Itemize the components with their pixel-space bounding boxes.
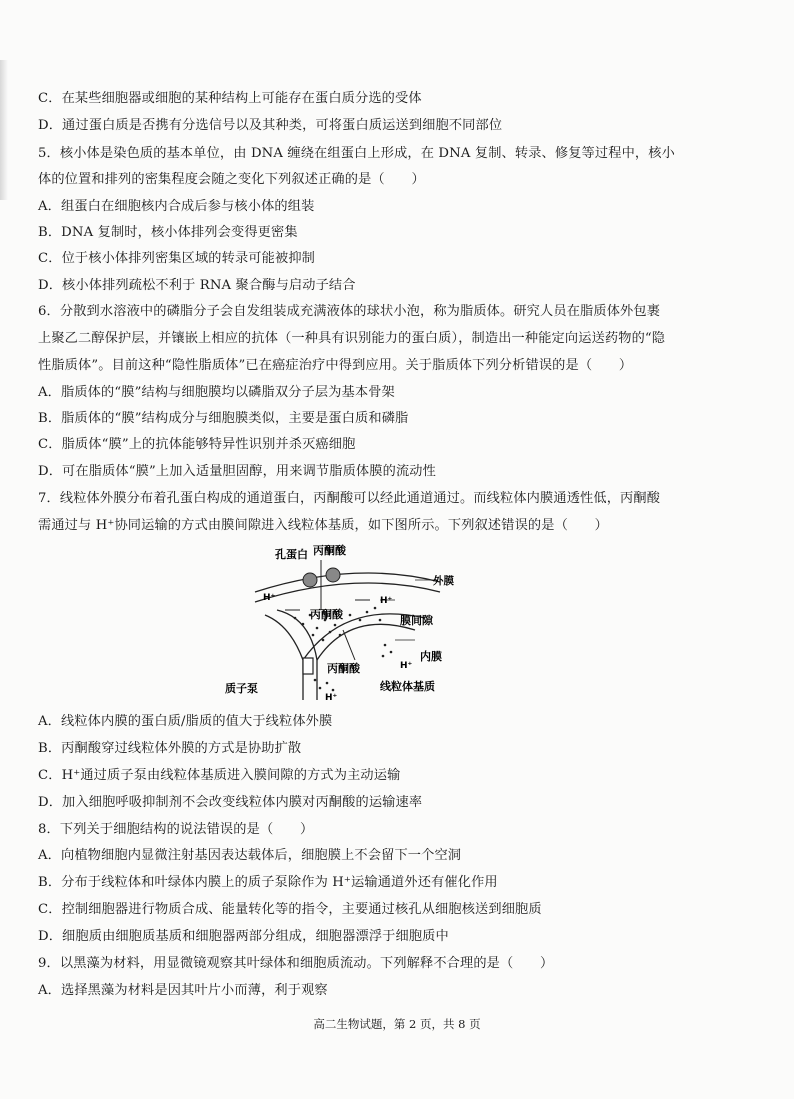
option-5c: C．位于核小体排列密集区域的转录可能被抑制	[38, 251, 315, 266]
option-7b: B．丙酮酸穿过线粒体外膜的方式是协助扩散	[38, 741, 302, 756]
option-8a: A．向植物细胞内显微注射基因表达载体后，细胞膜上不会留下一个空洞	[38, 848, 462, 863]
option-7c: C．H⁺通过质子泵由线粒体基质进入膜间隙的方式为主动运输	[38, 768, 401, 783]
option-6a: A．脂质体的“膜”结构与细胞膜均以磷脂双分子层为基本骨架	[38, 385, 395, 400]
option-7a: A．线粒体内膜的蛋白质/脂质的值大于线粒体外膜	[38, 714, 333, 729]
option-5d: D．核小体排列疏松不利于 RNA 聚合酶与启动子结合	[38, 278, 356, 293]
option-7d: D．加入细胞呼吸抑制剂不会改变线粒体内膜对丙酮酸的运输速率	[38, 795, 423, 810]
question-8-stem: 8．下列关于细胞结构的说法错误的是（ ）	[38, 822, 314, 837]
label-outer-membrane: 外膜	[433, 575, 454, 587]
option-8b: B．分布于线粒体和叶绿体内膜上的质子泵除作为 H⁺运输通道外还有催化作用	[38, 875, 498, 890]
option-9a: A．选择黑藻为材料是因其叶片小而薄，利于观察	[38, 983, 328, 998]
label-intermembrane: 膜间隙	[400, 614, 433, 627]
question-7-stem-2: 需通过与 H⁺协同运输的方式由膜间隙进入线粒体基质，如下图所示。下列叙述错误的是（ ）	[38, 518, 608, 533]
option-6d: D．可在脂质体“膜”上加入适量胆固醇，用来调节脂质体膜的流动性	[38, 464, 436, 479]
option-4c: C．在某些细胞器或细胞的某种结构上可能存在蛋白质分选的受体	[38, 91, 422, 106]
label-pyruvate-low: 丙酮酸	[327, 662, 360, 675]
label-porin: 孔蛋白	[275, 548, 308, 561]
question-5-stem-2: 体的位置和排列的密集程度会随之变化下列叙述正确的是（ ）	[38, 172, 425, 187]
label-pyruvate-mid: 丙酮酸	[310, 608, 343, 621]
label-proton-pump: 质子泵	[225, 682, 258, 695]
question-7-stem-1: 7．线粒体外膜分布着孔蛋白构成的通道蛋白，丙酮酸可以经此通道通过。而线粒体内膜通透性低，丙酮酸	[38, 491, 661, 506]
question-6-stem-3: 性脂质体”。目前这种“隐性脂质体”已在癌症治疗中得到应用。关于脂质体下列分析错误的是（ ）	[38, 358, 633, 373]
question-6-stem-2: 上聚乙二醇保护层，并镶嵌上相应的抗体（一种具有识别能力的蛋白质），制造出一种能定向运送药物的“隐	[38, 331, 666, 346]
label-h-left: H⁺	[263, 593, 276, 603]
option-8d: D．细胞质由细胞质基质和细胞器两部分组成，细胞器漂浮于细胞质中	[38, 929, 449, 944]
mitochondria-membrane-figure	[225, 540, 455, 703]
option-5b: B．DNA 复制时，核小体排列会变得更密集	[38, 225, 298, 240]
label-pyruvate-top: 丙酮酸	[313, 544, 346, 557]
label-h-right: H⁺	[380, 596, 393, 606]
label-h-low-right: H⁺	[400, 661, 413, 671]
label-inner-membrane: 内膜	[420, 650, 442, 663]
label-h-bottom: H⁺	[325, 693, 338, 703]
label-matrix: 线粒体基质	[380, 680, 435, 693]
question-9-stem: 9．以黑藻为材料，用显微镜观察其叶绿体和细胞质流动。下列解释不合理的是（ ）	[38, 956, 554, 971]
option-4d: D．通过蛋白质是否携有分选信号以及其种类，可将蛋白质运送到细胞不同部位	[38, 118, 503, 133]
porin-shape-left	[303, 573, 317, 587]
scan-shadow	[0, 60, 8, 200]
porin-shape-right	[326, 568, 340, 582]
question-6-stem-1: 6．分散到水溶液中的磷脂分子会自发组装成充满液体的球状小泡，称为脂质体。研究人员在脂质体外包裹	[38, 304, 661, 319]
option-6b: B．脂质体的“膜”结构成分与细胞膜类似，主要是蛋白质和磷脂	[38, 411, 409, 426]
question-5-stem-1: 5．核小体是染色质的基本单位，由 DNA 缠绕在组蛋白上形成，在 DNA 复制、转录、修复等过程中，核小	[38, 146, 675, 161]
option-8c: C．控制细胞器进行物质合成、能量转化等的指令，主要通过核孔从细胞核送到细胞质	[38, 902, 542, 917]
page-footer: 高二生物试题，第 2 页，共 8 页	[313, 1017, 481, 1031]
option-6c: C．脂质体“膜”上的抗体能够特异性识别并杀灭癌细胞	[38, 437, 356, 452]
option-5a: A．组蛋白在细胞核内合成后参与核小体的组装	[38, 199, 315, 214]
